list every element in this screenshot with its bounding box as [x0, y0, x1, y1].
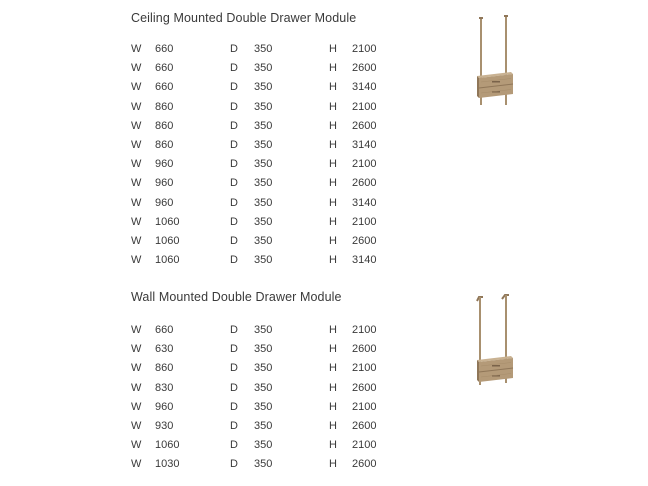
height-label: H	[329, 324, 337, 336]
dimension-row	[131, 194, 377, 213]
dimension-row	[131, 232, 377, 251]
depth-value: 350	[254, 362, 273, 375]
dimension-row	[131, 136, 377, 155]
width-value: 930	[155, 419, 174, 432]
height-label: H	[329, 158, 337, 171]
width-value: 860	[155, 100, 174, 113]
depth-value: 350	[254, 254, 273, 267]
depth-value: 350	[254, 119, 273, 132]
height-label: H	[329, 43, 337, 55]
height-label: H	[329, 254, 337, 267]
width-label: W	[131, 138, 142, 151]
height-value: 2600	[352, 458, 377, 471]
height-label: H	[329, 138, 337, 151]
depth-label: D	[230, 138, 238, 151]
width-value: 1060	[155, 234, 180, 247]
dimension-row	[131, 155, 377, 174]
depth-value: 350	[254, 234, 273, 247]
width-label: W	[131, 177, 142, 190]
height-value: 3140	[352, 254, 377, 267]
depth-label: D	[230, 215, 238, 228]
width-label: W	[131, 43, 142, 55]
width-value: 660	[155, 81, 174, 94]
width-value: 1060	[155, 215, 180, 228]
width-label: W	[131, 100, 142, 113]
ceiling-module-title: Ceiling Mounted Double Drawer Module	[131, 11, 357, 25]
depth-label: D	[230, 119, 238, 132]
height-value: 2100	[352, 439, 377, 452]
dimension-row	[131, 59, 377, 78]
height-label: H	[329, 234, 337, 247]
width-value: 660	[155, 62, 174, 75]
height-value: 2100	[352, 158, 377, 171]
depth-label: D	[230, 43, 238, 55]
width-value: 630	[155, 343, 174, 356]
width-label: W	[131, 215, 142, 228]
height-value: 3140	[352, 81, 377, 94]
width-value: 1060	[155, 254, 180, 267]
depth-label: D	[230, 177, 238, 190]
dimension-row	[131, 78, 377, 97]
depth-label: D	[230, 400, 238, 413]
depth-value: 350	[254, 381, 273, 394]
height-label: H	[329, 458, 337, 471]
depth-label: D	[230, 254, 238, 267]
dimension-row	[131, 321, 377, 340]
width-label: W	[131, 254, 142, 267]
height-value: 2600	[352, 177, 377, 190]
width-value: 960	[155, 177, 174, 190]
width-label: W	[131, 343, 142, 356]
left-rod-cap	[479, 17, 483, 19]
wall-module-section	[131, 289, 377, 475]
width-value: 660	[155, 324, 174, 336]
depth-label: D	[230, 343, 238, 356]
right-rod-cap	[504, 15, 508, 17]
drawer-handle-top	[492, 365, 500, 367]
width-label: W	[131, 158, 142, 171]
width-value: 960	[155, 400, 174, 413]
width-label: W	[131, 362, 142, 375]
width-label: W	[131, 458, 142, 471]
width-value: 960	[155, 196, 174, 209]
dimension-row	[131, 117, 377, 136]
depth-value: 350	[254, 43, 273, 55]
width-label: W	[131, 439, 142, 452]
height-value: 2600	[352, 234, 377, 247]
height-label: H	[329, 439, 337, 452]
height-label: H	[329, 177, 337, 190]
depth-value: 350	[254, 343, 273, 356]
height-value: 2600	[352, 62, 377, 75]
depth-value: 350	[254, 100, 273, 113]
height-label: H	[329, 362, 337, 375]
height-value: 2100	[352, 43, 377, 55]
depth-label: D	[230, 439, 238, 452]
ceiling-module-section	[131, 10, 377, 270]
depth-label: D	[230, 458, 238, 471]
width-value: 1030	[155, 458, 180, 471]
width-value: 860	[155, 138, 174, 151]
dimension-row	[131, 398, 377, 417]
height-value: 2100	[352, 100, 377, 113]
dimension-row	[131, 213, 377, 232]
depth-value: 350	[254, 215, 273, 228]
height-label: H	[329, 343, 337, 356]
dimension-row	[131, 417, 377, 436]
wall-module-title: Wall Mounted Double Drawer Module	[131, 290, 342, 304]
height-label: H	[329, 400, 337, 413]
dimension-row	[131, 40, 377, 59]
width-label: W	[131, 324, 142, 336]
depth-label: D	[230, 81, 238, 94]
depth-value: 350	[254, 62, 273, 75]
height-value: 2100	[352, 324, 377, 336]
dimension-row	[131, 98, 377, 117]
dimension-row	[131, 359, 377, 378]
width-value: 660	[155, 43, 174, 55]
height-value: 2600	[352, 119, 377, 132]
width-value: 860	[155, 119, 174, 132]
height-value: 2100	[352, 362, 377, 375]
depth-value: 350	[254, 177, 273, 190]
height-value: 2100	[352, 400, 377, 413]
depth-label: D	[230, 362, 238, 375]
width-label: W	[131, 62, 142, 75]
depth-label: D	[230, 324, 238, 336]
wall-mounted-drawer-module-icon	[470, 292, 518, 388]
depth-label: D	[230, 100, 238, 113]
height-label: H	[329, 419, 337, 432]
depth-value: 350	[254, 458, 273, 471]
depth-label: D	[230, 196, 238, 209]
depth-value: 350	[254, 400, 273, 413]
depth-value: 350	[254, 324, 273, 336]
width-value: 960	[155, 158, 174, 171]
ceiling-module-dimensions	[131, 40, 377, 270]
width-label: W	[131, 400, 142, 413]
depth-label: D	[230, 158, 238, 171]
width-label: W	[131, 196, 142, 209]
depth-label: D	[230, 381, 238, 394]
height-label: H	[329, 62, 337, 75]
height-value: 2600	[352, 343, 377, 356]
depth-value: 350	[254, 158, 273, 171]
dimension-row	[131, 436, 377, 455]
depth-value: 350	[254, 81, 273, 94]
depth-label: D	[230, 234, 238, 247]
dimension-row	[131, 455, 377, 474]
height-value: 3140	[352, 196, 377, 209]
depth-label: D	[230, 62, 238, 75]
width-label: W	[131, 81, 142, 94]
width-label: W	[131, 381, 142, 394]
width-value: 830	[155, 381, 174, 394]
dimension-row	[131, 251, 377, 270]
ceiling-mounted-drawer-module-icon	[470, 12, 518, 108]
drawer-side	[477, 76, 479, 98]
width-label: W	[131, 419, 142, 432]
height-label: H	[329, 215, 337, 228]
height-label: H	[329, 100, 337, 113]
height-label: H	[329, 81, 337, 94]
height-value: 3140	[352, 138, 377, 151]
drawer-handle-top	[492, 81, 500, 83]
height-value: 2600	[352, 419, 377, 432]
width-label: W	[131, 234, 142, 247]
wall-module-dimensions	[131, 321, 377, 475]
depth-value: 350	[254, 138, 273, 151]
drawer-side	[477, 360, 479, 382]
depth-value: 350	[254, 439, 273, 452]
depth-label: D	[230, 419, 238, 432]
width-label: W	[131, 119, 142, 132]
height-label: H	[329, 196, 337, 209]
height-value: 2100	[352, 215, 377, 228]
dimension-row	[131, 379, 377, 398]
width-value: 860	[155, 362, 174, 375]
dimension-row	[131, 174, 377, 193]
dimension-row	[131, 340, 377, 359]
depth-value: 350	[254, 196, 273, 209]
width-value: 1060	[155, 439, 180, 452]
height-label: H	[329, 381, 337, 394]
height-label: H	[329, 119, 337, 132]
height-value: 2600	[352, 381, 377, 394]
depth-value: 350	[254, 419, 273, 432]
